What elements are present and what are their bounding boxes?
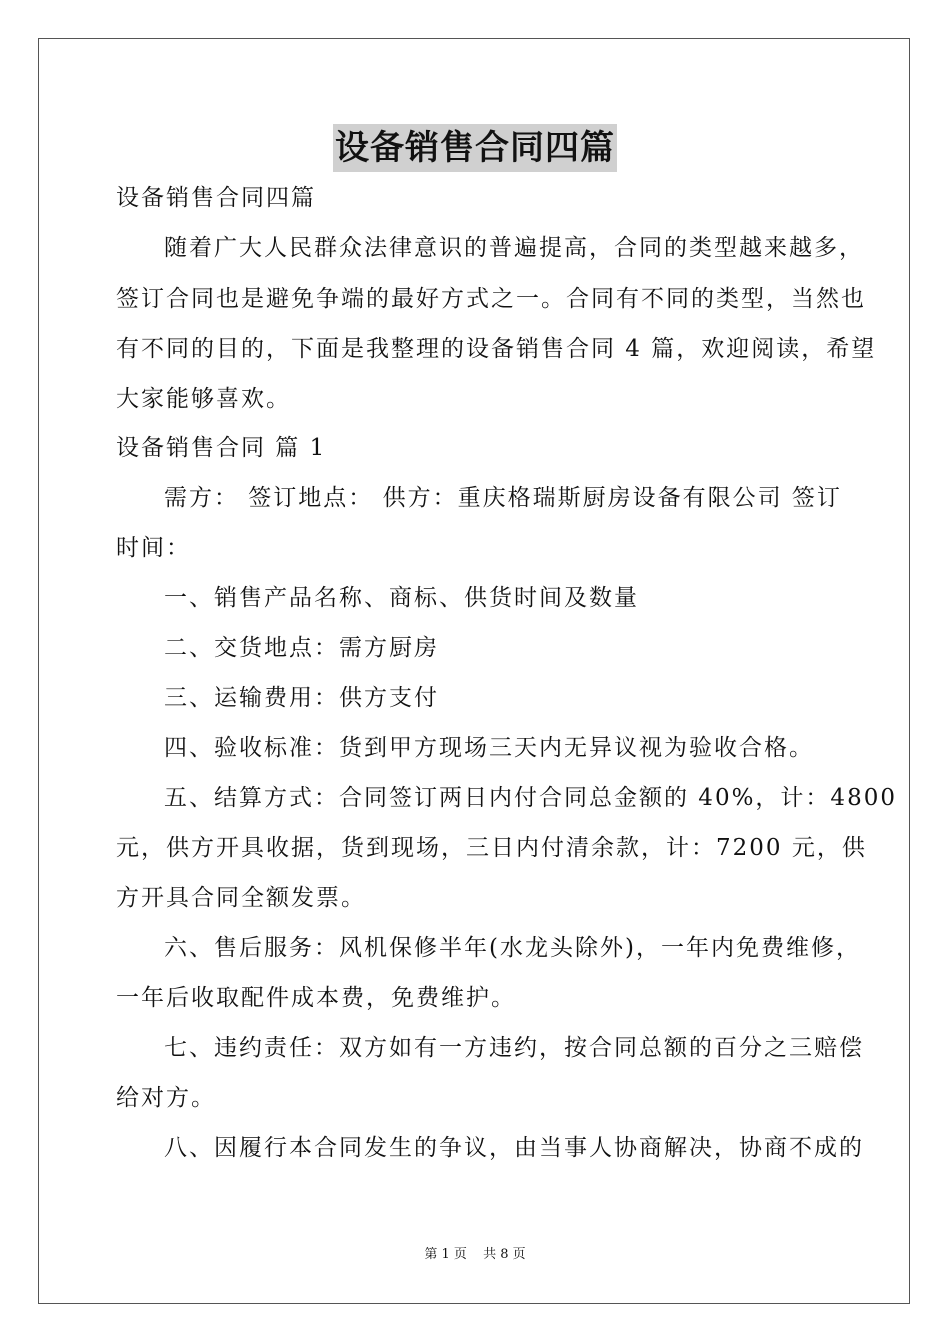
clause-line: 方开具合同全额发票。	[116, 885, 366, 911]
page-number: 第 1 页	[424, 1247, 467, 1262]
document-title: 设备销售合同四篇	[333, 124, 617, 172]
paragraph-line: 需方： 签订地点： 供方：重庆格瑞斯厨房设备有限公司 签订	[164, 485, 842, 511]
document-title-wrapper	[0, 124, 950, 178]
page-footer	[0, 1246, 950, 1264]
clause-line: 一年后收取配件成本费，免费维护。	[116, 985, 516, 1011]
clause-line: 元，供方开具收据，货到现场，三日内付清余款，计：7200 元，供	[116, 835, 867, 861]
clause-line: 二、交货地点：需方厨房	[164, 635, 439, 661]
clause-line: 六、售后服务：风机保修半年(水龙头除外)，一年内免费维修，	[164, 935, 861, 961]
paragraph-line: 有不同的目的，下面是我整理的设备销售合同 4 篇，欢迎阅读，希望	[116, 336, 877, 362]
section-heading: 设备销售合同 篇 1	[116, 435, 327, 461]
clause-line: 四、验收标准：货到甲方现场三天内无异议视为验收合格。	[164, 735, 814, 761]
paragraph-line: 大家能够喜欢。	[116, 386, 291, 412]
doc-subtitle: 设备销售合同四篇	[116, 185, 316, 211]
clause-line: 三、运输费用：供方支付	[164, 685, 439, 711]
page-border	[38, 38, 910, 1304]
clause-line: 一、销售产品名称、商标、供货时间及数量	[164, 585, 639, 611]
clause-line: 给对方。	[116, 1085, 216, 1111]
page-total: 共 8 页	[483, 1247, 526, 1262]
clause-line: 五、结算方式：合同签订两日内付合同总金额的 40%，计：4800	[164, 785, 897, 811]
clause-line: 八、因履行本合同发生的争议，由当事人协商解决，协商不成的	[164, 1135, 864, 1161]
clause-line: 七、违约责任：双方如有一方违约，按合同总额的百分之三赔偿	[164, 1035, 864, 1061]
paragraph-line: 时间：	[116, 535, 191, 561]
paragraph-line: 签订合同也是避免争端的最好方式之一。合同有不同的类型，当然也	[116, 286, 866, 312]
paragraph-line: 随着广大人民群众法律意识的普遍提高，合同的类型越来越多，	[164, 235, 864, 261]
